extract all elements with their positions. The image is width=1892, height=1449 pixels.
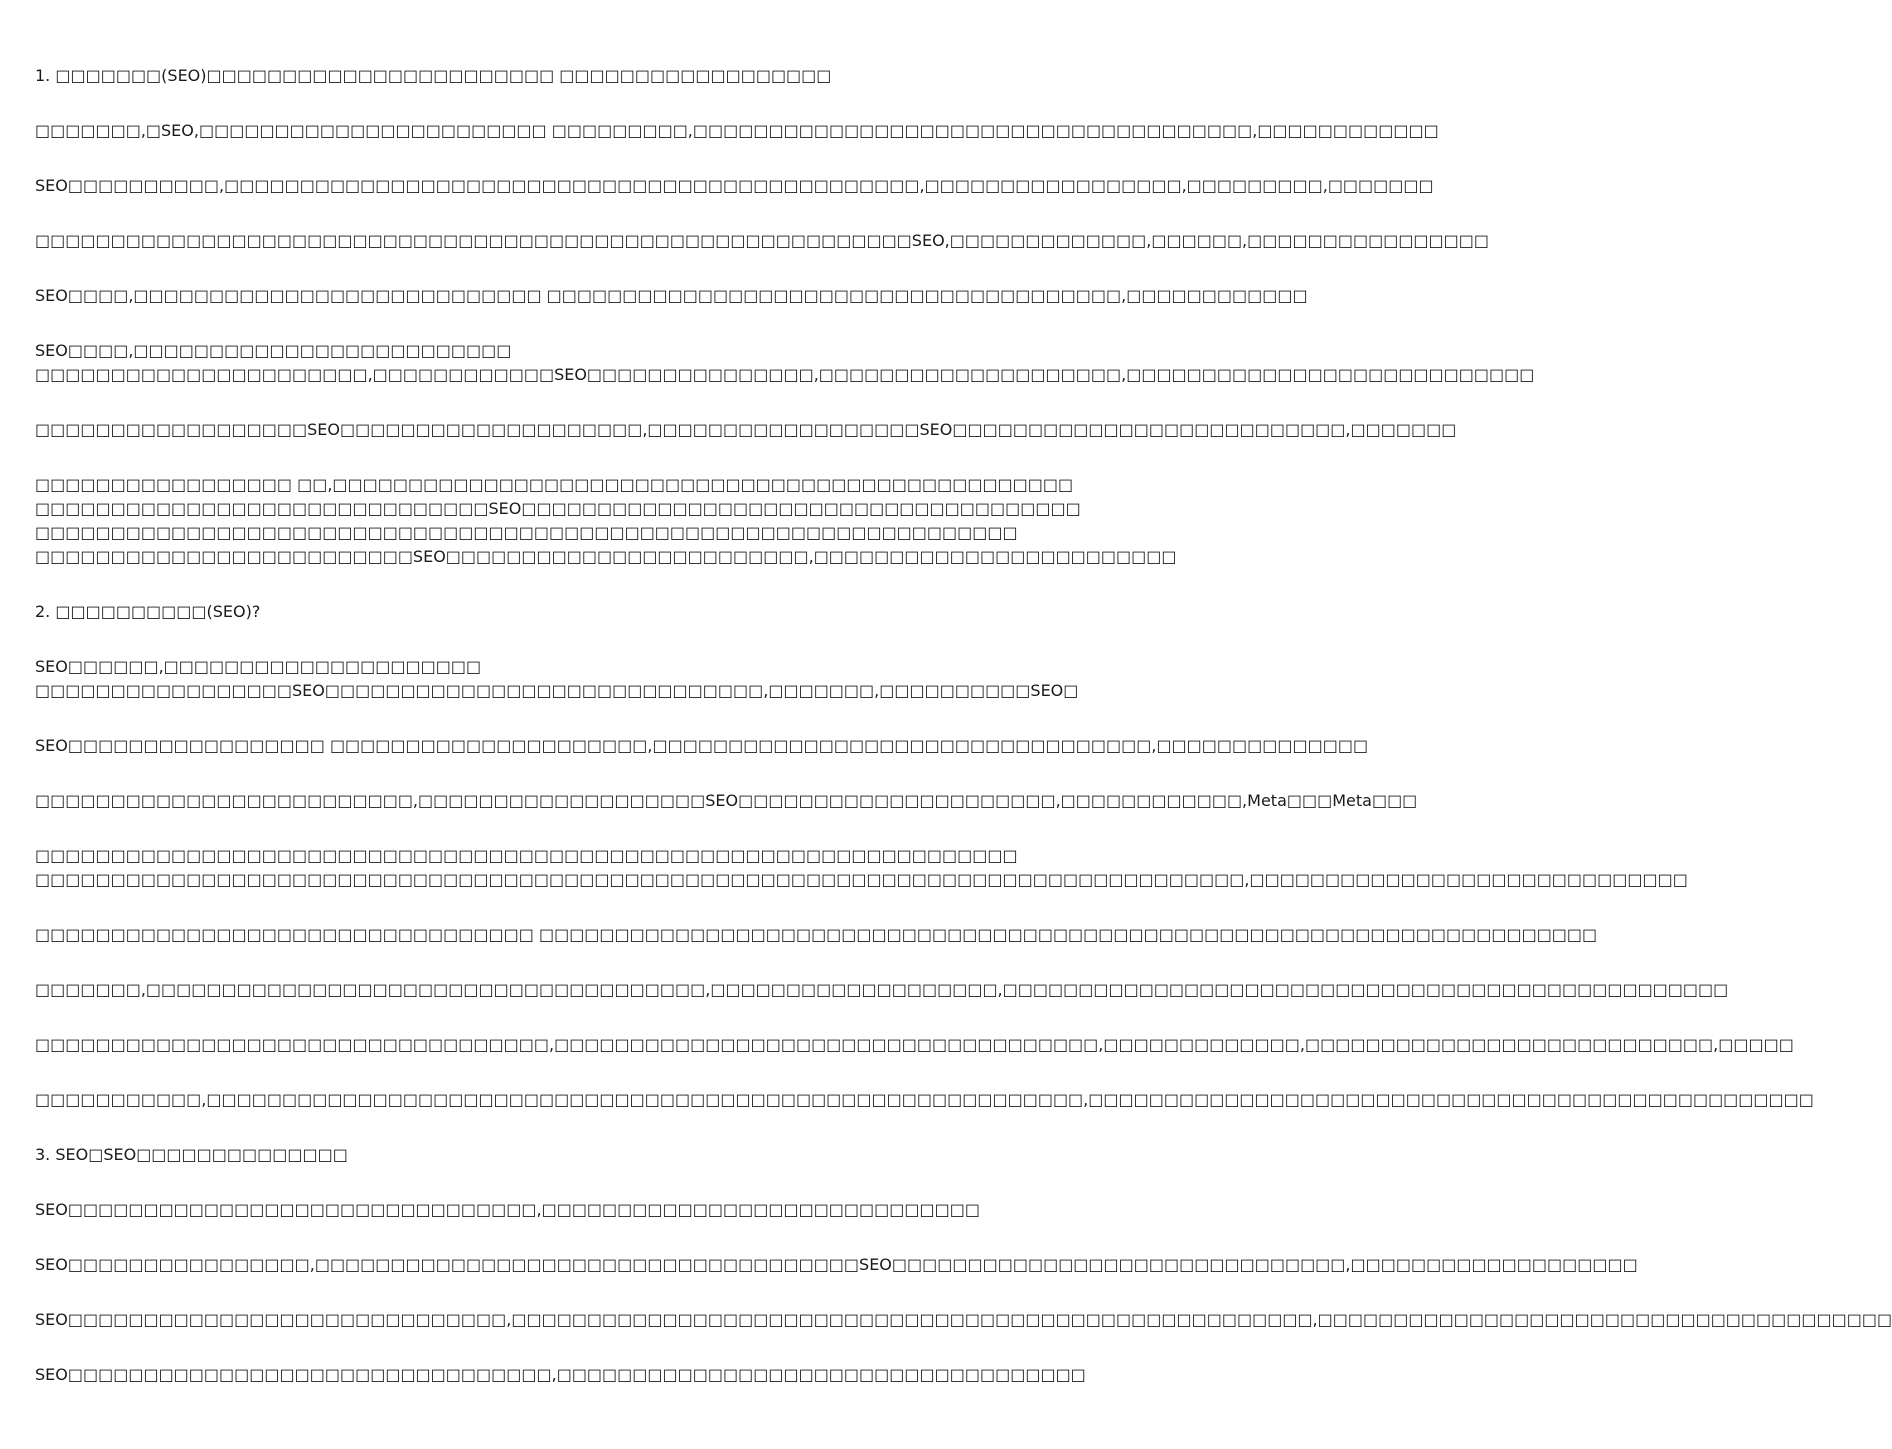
text-line: □□□□□□□□□□□□□□□□□□□□□□□□□□□□□□SEO□□□□□□□□□□□□□□□□□□□□□□□□□□□□□□□□□□□□□ <box>35 499 1081 518</box>
text-line: SEO□□□□□□□□□□□□□□□□□□□□□□□□□□□□□□□,□□□□□□□□□□□□□□□□□□□□□□□□□□□□□ <box>35 1200 980 1219</box>
text-line: □□□□□□□□□□□□□□□□□□□□□□□□□□□□□□□□□□,□□□□□□□□□□□□□□□□□□□□□□□□□□□□□□□□□□□□,□□□□□□□□□□□□□,□□□□□□□□□□□□□□□□□□□□□□□□□□□,□□□□□ <box>35 1035 1794 1054</box>
section-heading <box>35 1143 990 1167</box>
text-line: SEO□□□□□□,□□□□□□□□□□□□□□□□□□□□□ <box>35 657 482 676</box>
text-line: □□□□□□□□□□□□□□□□□□□□□□□□□□□□□□□□□□□□□□□□□□□□□□□□□□□□□□□□□□SEO,□□□□□□□□□□□□□,□□□□□□,□□□□□□□□□□□□□□□□ <box>35 231 1490 250</box>
text-line: □□□□□□□□□□□□□□□□□□□□□□□□□□□□□□□□□□□□□□□□□□□□□□□□□□□□□□□□□□□□□□□□□ <box>35 523 1018 542</box>
text-line: □□□□□□□□□□□□□□□□□□□□□□□□□,□□□□□□□□□□□□□□□□□□□SEO□□□□□□□□□□□□□□□□□□□□□,□□□□□□□□□□□□,Meta□□□Meta□□□ <box>35 791 1418 810</box>
section-heading <box>35 600 990 624</box>
text-line: □□□□□□□□□□□□□□□□□□□□□□□□□□□□□□□□□□□□□□□□□□□□□□□□□□□□□□□□□□□□□□□□□ <box>35 846 1018 865</box>
paragraph <box>35 1308 1892 1332</box>
section-heading <box>35 64 990 88</box>
paragraph <box>35 923 1598 947</box>
text-line: □□□□□□□□□□□□□□□□□ □□,□□□□□□□□□□□□□□□□□□□□□□□□□□□□□□□□□□□□□□□□□□□□□□□□□ <box>35 475 1074 494</box>
text-line: SEO□□□□,□□□□□□□□□□□□□□□□□□□□□□□□□ <box>35 341 512 360</box>
paragraph <box>35 119 1439 143</box>
text-line: SEO□□□□□□□□□□□□□□□□□□□□□□□□□□□□□,□□□□□□□□□□□□□□□□□□□□□□□□□□□□□□□□□□□□□□□□□□□□□□□□□□□□□,□□□□□□□□□□□□□□□□□□□□□□□□□□□□□□□□□□□□□□ <box>35 1310 1892 1329</box>
paragraph <box>35 734 1369 758</box>
paragraph <box>35 1198 990 1222</box>
paragraph <box>35 1033 1794 1057</box>
text-line: □□□□□□□□□□□,□□□□□□□□□□□□□□□□□□□□□□□□□□□□□□□□□□□□□□□□□□□□□□□□□□□□□□□□□□,□□□□□□□□□□□□□□□□□□□□□□□□□□□□□□□□□□□□□□□□□□□□□□□□ <box>35 1090 1814 1109</box>
paragraph <box>35 1253 1638 1277</box>
text-line: □□□□□□□□□□□□□□□□□□□□□□□□□□□□□□□□□ □□□□□□□□□□□□□□□□□□□□□□□□□□□□□□□□□□□□□□□□□□□□□□□□□□□□□□□□□□□□□□□□□□□□□□ <box>35 925 1598 944</box>
text-line: SEO□□□□□□□□□□□□□□□□□ □□□□□□□□□□□□□□□□□□□□□,□□□□□□□□□□□□□□□□□□□□□□□□□□□□□□□□□,□□□□□□□□□□□□□□ <box>35 736 1369 755</box>
paragraph <box>35 1088 1814 1112</box>
paragraph <box>35 655 1079 703</box>
text-line: 3. SEO□SEO□□□□□□□□□□□□□□ <box>35 1145 348 1164</box>
text-line: □□□□□□□□□□□□□□□□□SEO□□□□□□□□□□□□□□□□□□□□□□□□□□□□□,□□□□□□□,□□□□□□□□□□SEO□ <box>35 681 1079 700</box>
paragraph <box>35 978 1729 1002</box>
text-line: SEO□□□□,□□□□□□□□□□□□□□□□□□□□□□□□□□□ □□□□□□□□□□□□□□□□□□□□□□□□□□□□□□□□□□□□□□,□□□□□□□□□□□□ <box>35 286 1308 305</box>
text-line: □□□□□□□,□SEO,□□□□□□□□□□□□□□□□□□□□□□□ □□□□□□□□□,□□□□□□□□□□□□□□□□□□□□□□□□□□□□□□□□□□□□□,□□□□□□□□□□□□ <box>35 121 1439 140</box>
text-line: SEO□□□□□□□□□□,□□□□□□□□□□□□□□□□□□□□□□□□□□□□□□□□□□□□□□□□□□□□□□,□□□□□□□□□□□□□□□□□,□□□□□□□□□,□□□□□□□ <box>35 176 1434 195</box>
paragraph <box>35 789 1418 813</box>
paragraph <box>35 339 1535 387</box>
text-line: 1. □□□□□□□(SEO)□□□□□□□□□□□□□□□□□□□□□□□ □□□□□□□□□□□□□□□□□□ <box>35 66 832 85</box>
text-line: □□□□□□□□□□□□□□□□□□SEO□□□□□□□□□□□□□□□□□□□□,□□□□□□□□□□□□□□□□□□SEO□□□□□□□□□□□□□□□□□□□□□□□□□□,□□□□□□□ <box>35 420 1457 439</box>
paragraph <box>35 844 1688 892</box>
paragraph <box>35 1363 1086 1387</box>
paragraph <box>35 418 1457 442</box>
text-line: □□□□□□□□□□□□□□□□□□□□□□□□□SEO□□□□□□□□□□□□□□□□□□□□□□□□,□□□□□□□□□□□□□□□□□□□□□□□□ <box>35 547 1177 566</box>
text-line: 2. □□□□□□□□□□(SEO)? <box>35 602 261 621</box>
document-body <box>35 64 1892 1418</box>
paragraph <box>35 174 1434 198</box>
paragraph <box>35 473 1177 569</box>
text-line: SEO□□□□□□□□□□□□□□□□,□□□□□□□□□□□□□□□□□□□□□□□□□□□□□□□□□□□□SEO□□□□□□□□□□□□□□□□□□□□□□□□□□□□□□,□□□□□□□□□□□□□□□□□□□ <box>35 1255 1638 1274</box>
text-line: □□□□□□□□□□□□□□□□□□□□□□□□□□□□□□□□□□□□□□□□□□□□□□□□□□□□□□□□□□□□□□□□□□□□□□□□□□□□□□□□,□□□□□□□□□□□□□□□□□□□□□□□□□□□□□ <box>35 870 1688 889</box>
text-line: □□□□□□□,□□□□□□□□□□□□□□□□□□□□□□□□□□□□□□□□□□□□□,□□□□□□□□□□□□□□□□□□□,□□□□□□□□□□□□□□□□□□□□□□□□□□□□□□□□□□□□□□□□□□□□□□□□ <box>35 980 1729 999</box>
paragraph <box>35 284 1308 308</box>
text-line: □□□□□□□□□□□□□□□□□□□□□□,□□□□□□□□□□□□SEO□□□□□□□□□□□□□□□,□□□□□□□□□□□□□□□□□□□□,□□□□□□□□□□□□□□□□□□□□□□□□□□□ <box>35 365 1535 384</box>
paragraph <box>35 229 1490 253</box>
text-line: SEO□□□□□□□□□□□□□□□□□□□□□□□□□□□□□□□□,□□□□□□□□□□□□□□□□□□□□□□□□□□□□□□□□□□□ <box>35 1365 1086 1384</box>
